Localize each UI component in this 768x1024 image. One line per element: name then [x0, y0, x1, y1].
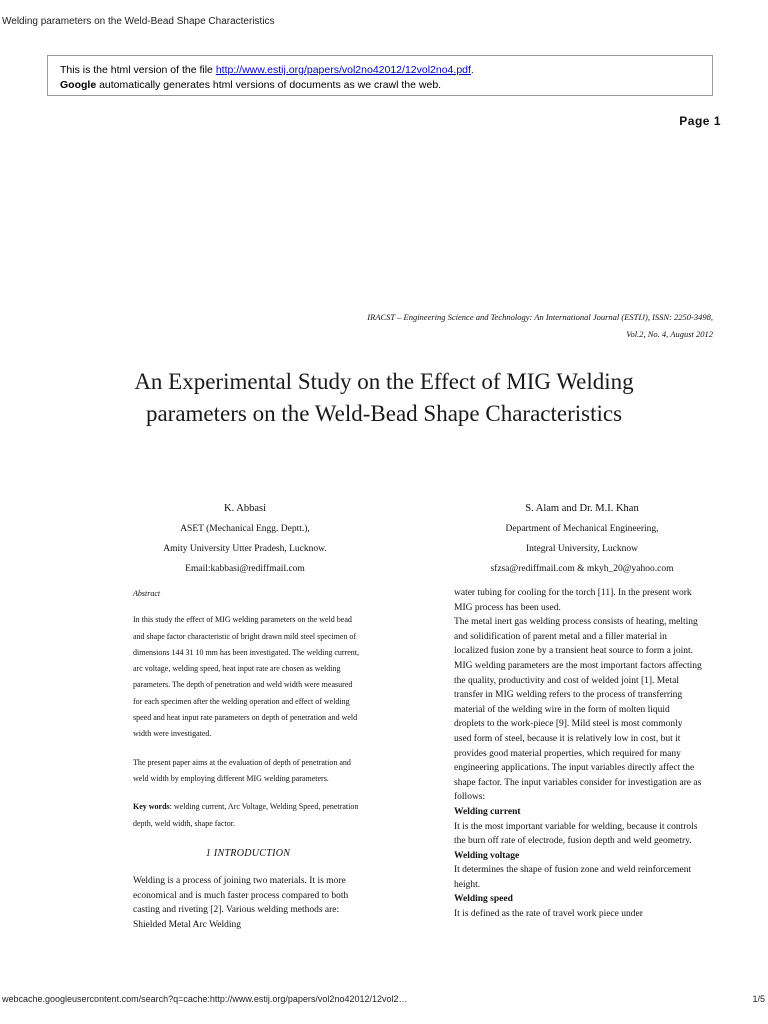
keywords [133, 799, 363, 832]
author-block-left [95, 499, 395, 579]
print-footer-page: 1/5 [752, 994, 765, 1004]
journal-header-line2: Vol.2, No. 4, August 2012 [626, 329, 713, 339]
paper-title: An Experimental Study on the Effect of MIG Welding parameters on the Weld-Bead Shape Characteristics [134, 369, 634, 426]
cache-notice-line2 [60, 78, 700, 93]
author-affiliation: Department of Mechanical Engineering, [505, 524, 659, 534]
body-paragraph: water tubing for cooling for the torch [11]. In the present work MIG process has been used. [454, 588, 692, 613]
subheading-welding-voltage: Welding voltage [454, 850, 520, 861]
subheading-welding-current: Welding current [454, 806, 521, 817]
abstract-paragraph: The present paper aims at the evaluation of depth of penetration and weld width by employing different MIG welding parameters. [133, 757, 351, 783]
page-label: Page 1 [679, 114, 721, 128]
cache-notice-suffix: . [470, 64, 474, 76]
author-name: K. Abbasi [224, 503, 266, 514]
print-header-title: Welding parameters on the Weld-Bead Shape Characteristics [2, 16, 275, 27]
google-label: Google [60, 79, 97, 91]
body-paragraph: It is the most important variable for welding, because it controls the burn off rate of electrode, fusion depth and weld geometry. [454, 821, 698, 847]
abstract-heading: Abstract [133, 589, 161, 598]
cache-notice-line1 [60, 63, 700, 78]
print-footer-url: webcache.googleusercontent.com/search?q=cache:http://www.estij.org/papers/vol2no42012/12vol2… [2, 994, 408, 1004]
cache-notice-text: automatically generates html versions of documents as we crawl the web. [96, 79, 442, 91]
author-affiliation: Amity University Utter Pradesh, Lucknow. [163, 544, 327, 554]
author-affiliation: Integral University, Lucknow [525, 544, 639, 554]
section-heading: 1 INTRODUCTION [205, 847, 291, 859]
intro-paragraph: Welding is a process of joining two materials. It is more economical and is much faster process compared to both casting and riveting [2]. Various welding methods are: Shielded Metal Arc Welding [133, 876, 349, 930]
body-paragraph: It determines the shape of fusion zone and weld reinforcement height. [454, 865, 692, 890]
body-paragraph: The metal inert gas welding process consists of heating, melting and solidification of parent metal and a filler material in localized fusion zone by a transient heat source to form a joint. MIG welding parameters are the most important factors affecting the quality, productivity and cost of welded joint [1]. Metal transfer in MIG welding refers to the process of transferring material of the welding wire in the form of molten liquid droplets to the work-piece [9]. Mild steel is most commonly used form of steel, because it is relatively low in cost, but it provides good material properties, which required for many engineering applications. The input variables directly affect the shape factor. The input variables consider for investigation are as follows: [454, 617, 702, 803]
keywords-label: Key words [133, 802, 170, 812]
source-pdf-link[interactable]: http://www.estij.org/papers/vol2no42012/12vol2no4.pdf [215, 64, 471, 76]
author-email: Email:kabbasi@rediffmail.com [185, 564, 305, 574]
body-paragraph: It is defined as the rate of travel work piece under [454, 909, 643, 920]
author-affiliation: ASET (Mechanical Engg. Deptt.), [180, 524, 310, 534]
author-name: S. Alam and Dr. M.I. Khan [525, 503, 639, 514]
abstract-paragraph: In this study the effect of MIG welding parameters on the weld bead and shape factor characteristic of bright drawn mild steel specimen of dimensions 144 31 10 mm has been investigated. The welding current, arc voltage, welding speed, heat input rate are chosen as welding parameters. The depth of penetration and weld width were measured for each specimen after the welding operation and effect of welding speed and heat input rate parameters on depth of penetration and weld width were investigated. [133, 615, 360, 739]
cache-notice-prefix: This is the html version of the file [60, 64, 216, 76]
journal-header-line1: IRACST – Engineering Science and Technology: An International Journal (ESTIJ), ISSN: 2250-3498, [367, 312, 713, 322]
right-column [454, 586, 702, 922]
author-email: sfzsa@rediffmail.com & mkyh_20@yahoo.com [490, 564, 674, 574]
subheading-welding-speed: Welding speed [454, 894, 513, 905]
cache-notice [47, 55, 713, 96]
left-column [133, 586, 363, 933]
author-block-right [432, 499, 732, 579]
keywords-text: : welding current, Arc Voltage, Welding Speed, penetration depth, weld width, shape factor. [133, 802, 359, 828]
